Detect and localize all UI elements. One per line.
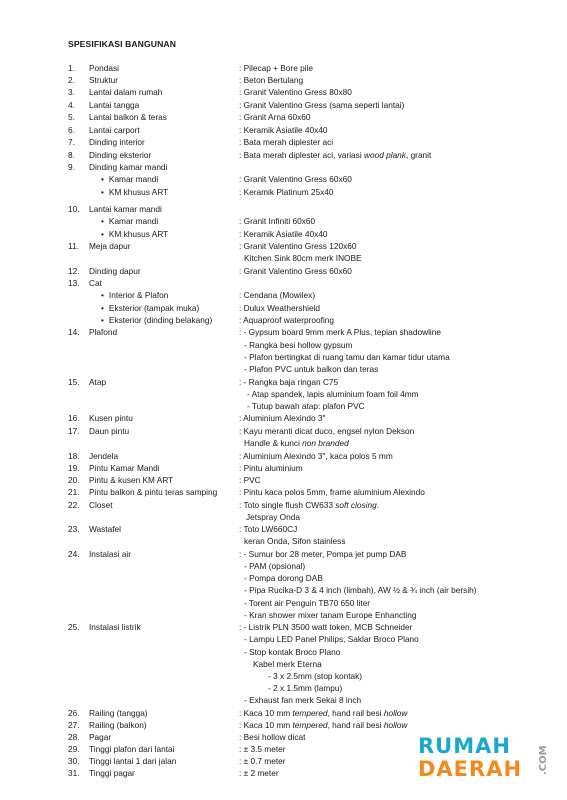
- spec-value-text: : ± 3.5 meter: [239, 744, 286, 754]
- spec-number: 20.: [68, 475, 80, 485]
- spec-value: [239, 731, 305, 743]
- spec-label: Wastafel: [89, 524, 121, 534]
- spec-value-text: : Toto LW660CJ: [239, 524, 298, 534]
- spec-number: 26.: [68, 708, 80, 718]
- spec-label: Dinding dapur: [89, 266, 141, 276]
- spec-value-continuation: [244, 351, 450, 363]
- spec-label: Tinggi lantai 1 dari jalan: [89, 756, 177, 766]
- spec-label: Dinding kamar mandi: [89, 162, 168, 172]
- spec-number: 14.: [68, 327, 80, 337]
- spec-label: Instalasi listrik: [89, 622, 141, 632]
- spec-number: 28.: [68, 732, 80, 742]
- spec-label: Dinding interior: [89, 137, 145, 147]
- spec-value: [239, 186, 334, 198]
- spec-sub-label: • Kamar mandi: [101, 215, 158, 227]
- spec-number: 13.: [68, 278, 80, 288]
- spec-value: [239, 486, 425, 498]
- spec-value-continuation: [244, 252, 362, 264]
- spec-value: [239, 173, 352, 185]
- spec-sub-label: • Interior & Plafon: [101, 289, 168, 301]
- spec-number: 27.: [68, 720, 80, 730]
- spec-label: Tinggi plafon dari lantai: [89, 744, 175, 754]
- spec-value-text: : Kayu meranti dicat duco, engsel nylon Dekson: [239, 426, 415, 436]
- spec-value-text: : Toto single flush CW633: [239, 500, 336, 510]
- spec-value-text: - Exhaust fan merk Sekai 8 inch: [244, 695, 362, 705]
- spec-value-italic: wood plank: [363, 150, 406, 160]
- spec-value: [239, 767, 279, 779]
- spec-value-text: : Granit Arna 60x60: [239, 112, 311, 122]
- spec-number: 31.: [68, 768, 80, 778]
- spec-value-text: - Plafon bertingkat di ruang tamu dan kamar tidur utama: [244, 352, 450, 362]
- spec-value-text: - Pipa Rucika-D 3 & 4 inch (limbah), AW ½ & ¾ inch (air bersih): [244, 585, 477, 595]
- spec-value-text: - Stop kontak Broco Plano: [244, 647, 341, 657]
- spec-value: [239, 755, 286, 767]
- spec-value-text: : Aluminium Alexindo 3", kaca polos 5 mm: [239, 451, 393, 461]
- spec-value-text: - PAM (opsional): [244, 561, 306, 571]
- spec-value-italic: hollow: [383, 720, 408, 730]
- spec-value-text: : Aluminium Alexindo 3": [239, 413, 326, 423]
- spec-value-text: : Pintu aluminium: [239, 463, 303, 473]
- spec-value: [239, 743, 286, 755]
- spec-value: [239, 462, 303, 474]
- spec-value-continuation: [244, 584, 477, 596]
- spec-value-text: : Bata merah diplester aci, variasi: [239, 150, 364, 160]
- spec-value: [239, 86, 352, 98]
- spec-value-continuation: [244, 597, 370, 609]
- spec-value: [239, 111, 311, 123]
- spec-label: Railing (balkon): [89, 720, 147, 730]
- spec-value-text: : Kaca 10 mm: [239, 720, 293, 730]
- spec-value-continuation: [244, 339, 352, 351]
- spec-label: Daun pintu: [89, 426, 130, 436]
- spec-number: 18.: [68, 451, 80, 461]
- spec-number: 8.: [68, 150, 75, 160]
- spec-value-text: - 2 x 1.5mm (lampu): [268, 683, 343, 693]
- spec-value-text: : Granit Valentino Gress 60x60: [239, 174, 352, 184]
- spec-value-continuation: [253, 658, 322, 670]
- spec-value-continuation: [268, 682, 342, 694]
- spec-value: [239, 412, 325, 424]
- spec-value-continuation: [244, 560, 305, 572]
- spec-number: 19.: [68, 463, 80, 473]
- spec-number: 1.: [68, 63, 75, 73]
- spec-value-text: : Keramik Platinum 25x40: [239, 187, 334, 197]
- spec-value-text: - Rangka besi hollow gypsum: [244, 340, 353, 350]
- spec-value-text: : Dulux Weathershield: [239, 303, 321, 313]
- spec-label: Pintu & kusen KM ART: [89, 475, 174, 485]
- spec-label: Lantai carport: [89, 125, 140, 135]
- spec-number: 17.: [68, 426, 80, 436]
- spec-number: 9.: [68, 162, 75, 172]
- spec-value-text: : Pintu kaca polos 5mm, frame aluminium Alexindo: [239, 487, 425, 497]
- spec-sub-label: • Eksterior (dinding belakang): [101, 314, 212, 326]
- spec-value: [239, 240, 356, 252]
- spec-value-tail: , granit: [405, 150, 432, 160]
- spec-value-text: : Cendana (Mowilex): [239, 290, 316, 300]
- spec-value-text: : Granit Valentino Gress 60x60: [239, 266, 352, 276]
- spec-value: [239, 719, 407, 731]
- spec-number: 4.: [68, 100, 75, 110]
- spec-value-text: : Pilecap + Bore pile: [239, 63, 314, 73]
- spec-value: [239, 425, 414, 437]
- spec-value-text: : ± 0.7 meter: [239, 756, 286, 766]
- spec-label: Pondasi: [89, 63, 119, 73]
- spec-value-text: : Bata merah diplester aci: [239, 137, 334, 147]
- spec-number: 10.: [68, 204, 80, 214]
- spec-value-continuation: [244, 535, 345, 547]
- spec-label: Pintu balkon & pintu teras samping: [89, 487, 218, 497]
- spec-value-text: Kabel merk Eterna: [253, 659, 322, 669]
- spec-value-text: - Plafon PVC untuk balkon dan teras: [244, 364, 379, 374]
- spec-value-continuation: [246, 511, 300, 523]
- spec-value: [239, 215, 315, 227]
- spec-value-italic: tempered: [292, 720, 328, 730]
- spec-value-continuation: [244, 694, 361, 706]
- spec-value-text: keran Onda, Sifon stainless: [244, 536, 346, 546]
- logo-word-daerah: DAERAH: [418, 757, 523, 781]
- spec-label: Railing (tangga): [89, 708, 148, 718]
- spec-number: 25.: [68, 622, 80, 632]
- spec-value-italic: tempered: [292, 708, 328, 718]
- spec-value-tail: , hand rail besi: [327, 720, 384, 730]
- spec-value-text: : - Listrik PLN 3500 watt token, MCB Schneider: [239, 622, 413, 632]
- spec-value-continuation: [247, 400, 365, 412]
- spec-value-continuation: [244, 572, 323, 584]
- spec-value: [239, 289, 315, 301]
- spec-number: 22.: [68, 500, 80, 510]
- spec-value-text: Handle & kunci: [244, 438, 303, 448]
- spec-value-text: : Beton Bertulang: [239, 75, 304, 85]
- spec-value-continuation: [244, 363, 378, 375]
- spec-label: Instalasi air: [89, 549, 131, 559]
- logo-suffix: .COM: [538, 745, 549, 775]
- spec-number: 6.: [68, 125, 75, 135]
- spec-label: Lantai tangga: [89, 100, 140, 110]
- spec-value-text: : Keramik Asiatile 40x40: [239, 125, 328, 135]
- spec-value-continuation: [244, 437, 349, 449]
- spec-value-text: : - Sumur bor 28 meter, Pompa jet pump DAB: [239, 549, 407, 559]
- spec-value: [239, 707, 407, 719]
- spec-value-text: - Atap spandek, lapis aluminium foam foil 4mm: [247, 389, 419, 399]
- spec-value-text: Jetspray Onda: [246, 512, 300, 522]
- spec-value: [239, 499, 379, 511]
- spec-value: [239, 228, 328, 240]
- spec-value: [239, 124, 328, 136]
- spec-number: 5.: [68, 112, 75, 122]
- spec-number: 30.: [68, 756, 80, 766]
- watermark-logo: [418, 733, 558, 793]
- spec-value-tail: .: [376, 500, 380, 510]
- spec-value-text: : Granit Infiniti 60x60: [239, 216, 316, 226]
- spec-number: 12.: [68, 266, 80, 276]
- spec-value: [239, 99, 404, 111]
- spec-value-text: Kitchen Sink 80cm merk INOBE: [244, 253, 362, 263]
- spec-value-text: - Kran shower mixer tanam Europe Enhancting: [244, 610, 417, 620]
- spec-label: Closet: [89, 500, 113, 510]
- logo-word-rumah: RUMAH: [418, 734, 511, 758]
- spec-sub-label: • Kamar mandi: [101, 173, 158, 185]
- spec-label: Cat: [89, 278, 102, 288]
- spec-value: [239, 302, 320, 314]
- spec-value-tail: , hand rail besi: [327, 708, 384, 718]
- spec-value-italic: hollow: [383, 708, 408, 718]
- spec-value-continuation: [247, 388, 419, 400]
- spec-label: Tinggi pagar: [89, 768, 135, 778]
- spec-sub-label: • KM khusus ART: [101, 186, 168, 198]
- spec-number: 2.: [68, 75, 75, 85]
- spec-label: Dinding eksterior: [89, 150, 152, 160]
- spec-value-italic: non branded: [302, 438, 349, 448]
- spec-value-text: : Granit Valentino Gress 120x60: [239, 241, 357, 251]
- spec-value-text: : - Rangka baja ringan C75: [239, 377, 339, 387]
- spec-label: Pagar: [89, 732, 112, 742]
- spec-value: [239, 548, 406, 560]
- spec-sub-label: • Eksterior (tampak muka): [101, 302, 199, 314]
- spec-value-continuation: [268, 670, 362, 682]
- spec-value-continuation: [244, 646, 340, 658]
- spec-value-text: - Lampu LED Panel Philips, Saklar Broco Plano: [244, 634, 419, 644]
- spec-value: [239, 523, 297, 535]
- spec-value-text: - 3 x 2.5mm (stop kontak): [268, 671, 363, 681]
- spec-value: [239, 474, 261, 486]
- spec-label: Lantai balkon & teras: [89, 112, 167, 122]
- spec-value: [239, 265, 352, 277]
- spec-value-text: : Granit Valentino Gress (sama seperti lantai): [239, 100, 405, 110]
- spec-label: Pintu Kamar Mandi: [89, 463, 160, 473]
- spec-value: [239, 326, 441, 338]
- spec-number: 15.: [68, 377, 80, 387]
- spec-value: [239, 376, 338, 388]
- spec-value-text: : PVC: [239, 475, 261, 485]
- spec-value: [239, 621, 412, 633]
- spec-value: [239, 450, 393, 462]
- spec-label: Lantai kamar mandi: [89, 204, 162, 214]
- spec-value-text: : ± 2 meter: [239, 768, 279, 778]
- spec-value: [239, 136, 333, 148]
- spec-value: [239, 314, 334, 326]
- spec-value-text: - Pompa dorong DAB: [244, 573, 323, 583]
- spec-value-continuation: [244, 609, 416, 621]
- spec-value: [239, 62, 313, 74]
- spec-label: Lantai dalam rumah: [89, 87, 163, 97]
- spec-value-text: : Besi hollow dicat: [239, 732, 306, 742]
- spec-value-text: : Granit Valentino Gress 80x80: [239, 87, 352, 97]
- document-title: SPESIFIKASI BANGUNAN: [68, 39, 176, 49]
- spec-value: [239, 149, 431, 161]
- spec-number: 23.: [68, 524, 80, 534]
- spec-value-text: : Aquaproof waterproofing: [239, 315, 335, 325]
- spec-label: Atap: [89, 377, 107, 387]
- spec-value-continuation: [244, 633, 419, 645]
- spec-value: [239, 74, 303, 86]
- spec-number: 3.: [68, 87, 75, 97]
- spec-label: Kusen pintu: [89, 413, 133, 423]
- spec-number: 24.: [68, 549, 80, 559]
- spec-number: 16.: [68, 413, 80, 423]
- spec-number: 29.: [68, 744, 80, 754]
- spec-value-italic: soft closing: [335, 500, 377, 510]
- spec-value-text: - Torent air Penguin TB70 650 liter: [244, 598, 371, 608]
- spec-label: Plafond: [89, 327, 118, 337]
- spec-value-text: : Kaca 10 mm: [239, 708, 293, 718]
- spec-number: 7.: [68, 137, 75, 147]
- spec-number: 21.: [68, 487, 80, 497]
- spec-label: Jendela: [89, 451, 119, 461]
- spec-sub-label: • KM khusus ART: [101, 228, 168, 240]
- spec-value-text: : Keramik Asiatile 40x40: [239, 229, 328, 239]
- spec-label: Meja dapur: [89, 241, 131, 251]
- spec-value-text: : - Gypsum board 9mm merk A Plus, tepian shadowline: [239, 327, 441, 337]
- spec-number: 11.: [68, 241, 79, 251]
- spec-label: Struktur: [89, 75, 119, 85]
- spec-value-text: - Tutup bawah atap: plafon PVC: [247, 401, 365, 411]
